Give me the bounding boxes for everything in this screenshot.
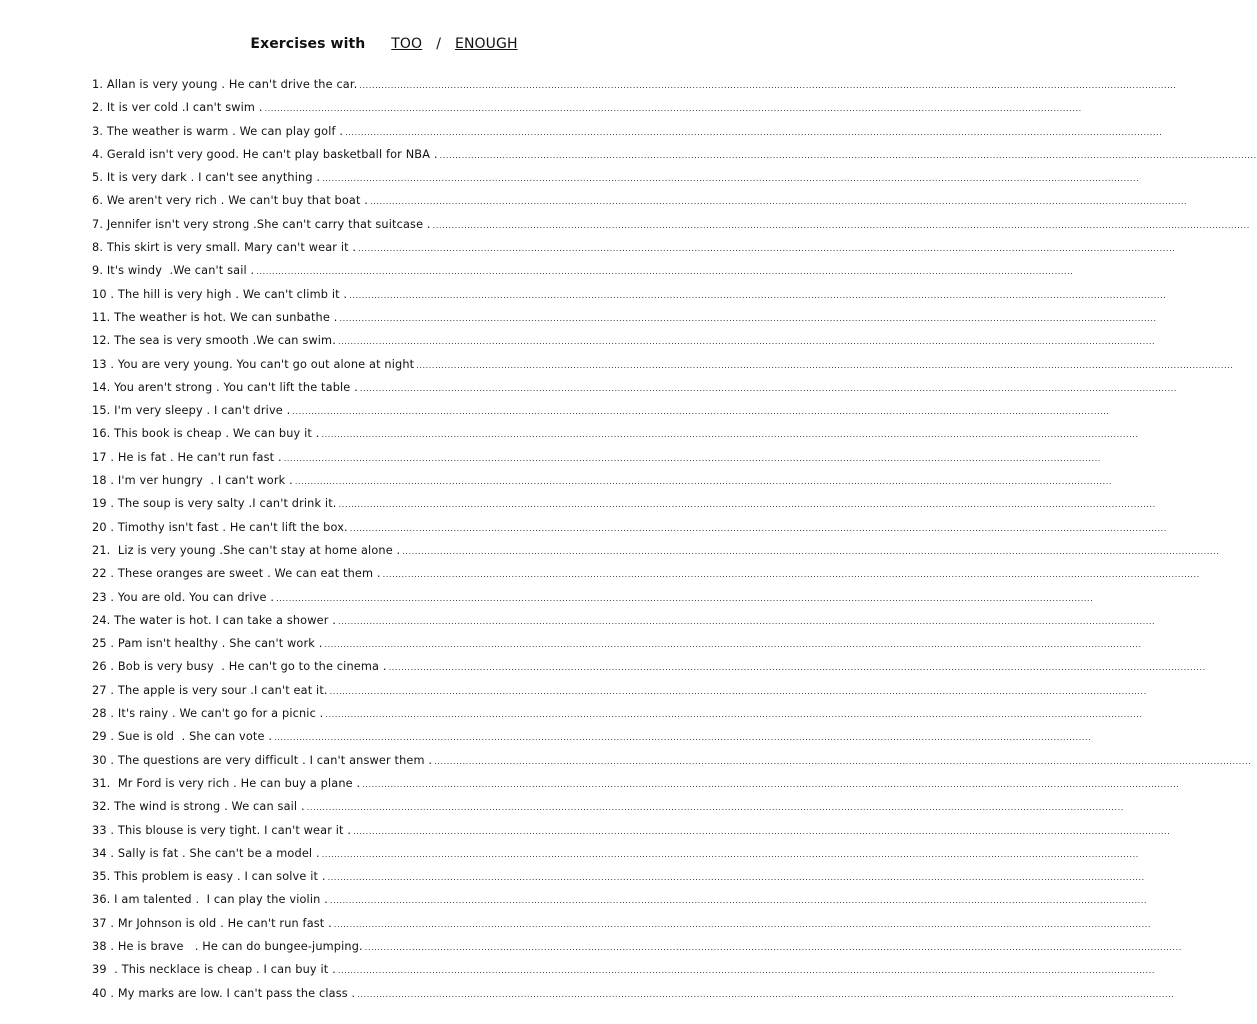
answer-line[interactable]: .................................................................................................................................................................................................................................................................... [322, 174, 1140, 184]
exercise-item [92, 893, 1148, 916]
exercise-text: 19 . The soup is very salty .I can't drink it. [92, 497, 337, 511]
exercise-text: 34 . Sally is fat . She can't be a model . [92, 846, 320, 860]
exercise-text: 7. Jennifer isn't very strong .She can't carry that suitcase . [92, 217, 431, 231]
exercise-item [92, 217, 1250, 241]
answer-line[interactable]: .................................................................................................................................................................................................................................................................... [274, 733, 1092, 743]
exercise-text: 21. Liz is very young .She can't stay at home alone . [92, 543, 401, 557]
exercise-item [92, 800, 1124, 823]
exercise-item [92, 264, 1074, 287]
exercise-text: 20 . Timothy isn't fast . He can't lift the box. [92, 520, 348, 534]
answer-line[interactable]: .................................................................................................................................................................................................................................................................... [337, 966, 1155, 976]
answer-line[interactable]: .................................................................................................................................................................................................................................................................... [353, 826, 1171, 836]
exercise-text: 11. The weather is hot. We can sunbathe . [92, 310, 338, 324]
answer-line[interactable]: .................................................................................................................................................................................................................................................................... [402, 546, 1220, 556]
exercise-item [92, 660, 1206, 683]
answer-line[interactable]: .................................................................................................................................................................................................................................................................... [359, 383, 1178, 393]
exercise-item [92, 380, 1178, 404]
exercise-text: 26 . Bob is very busy . He can't go to the cinema . [92, 660, 387, 674]
exercise-item [92, 753, 1252, 777]
answer-line[interactable]: .................................................................................................................................................................................................................................................................... [349, 523, 1167, 533]
exercise-text: 32. The wind is strong . We can sail . [92, 800, 305, 814]
exercise-item [92, 194, 1188, 217]
exercise-item [92, 637, 1142, 660]
exercise-text: 29 . Sue is old . She can vote . [92, 730, 273, 744]
exercise-item [92, 310, 1157, 334]
title-separator: / [436, 36, 442, 52]
exercise-text: 28 . It's rainy . We can't go for a picnic . [92, 707, 324, 721]
answer-line[interactable]: .................................................................................................................................................................................................................................................................... [306, 803, 1124, 813]
exercise-item [92, 497, 1156, 520]
exercise-item [92, 776, 1180, 800]
exercise-text: 6. We aren't very rich . We can't buy that boat . [92, 194, 369, 208]
answer-line[interactable]: .................................................................................................................................................................................................................................................................... [382, 570, 1200, 580]
answer-line[interactable]: .................................................................................................................................................................................................................................................................... [370, 197, 1188, 207]
answer-line[interactable]: .................................................................................................................................................................................................................................................................... [321, 430, 1139, 440]
exercise-text: 36. I am talented . I can play the violin . [92, 893, 328, 907]
answer-line[interactable]: .................................................................................................................................................................................................................................................................... [357, 989, 1175, 999]
answer-line[interactable]: .................................................................................................................................................................................................................................................................... [283, 453, 1101, 463]
exercise-item [92, 707, 1143, 730]
exercise-text: 10 . The hill is very high . We can't climb it . [92, 287, 348, 301]
answer-line[interactable]: .................................................................................................................................................................................................................................................................... [439, 150, 1257, 160]
exercise-item [92, 846, 1139, 870]
worksheet-title [0, 36, 768, 52]
answer-line[interactable]: .................................................................................................................................................................................................................................................................... [325, 710, 1143, 720]
exercise-item [92, 683, 1147, 707]
exercise-text: 38 . He is brave . He can do bungee-jumping. [92, 939, 363, 953]
exercise-text: 14. You aren't strong . You can't lift the table . [92, 380, 358, 394]
exercise-list [92, 78, 1257, 1010]
exercise-text: 18 . I'm ver hungry . I can't work . [92, 474, 293, 488]
answer-line[interactable]: .................................................................................................................................................................................................................................................................... [264, 104, 1082, 114]
exercise-text: 37 . Mr Johnson is old . He can't run fast . [92, 916, 332, 930]
answer-line[interactable]: .................................................................................................................................................................................................................................................................... [388, 663, 1206, 673]
exercise-item [92, 916, 1152, 940]
exercise-text: 1. Allan is very young . He can't drive the car. [92, 78, 358, 91]
exercise-item [92, 870, 1145, 893]
exercise-item [92, 543, 1220, 567]
answer-line[interactable]: .................................................................................................................................................................................................................................................................... [324, 640, 1142, 650]
answer-line[interactable]: .................................................................................................................................................................................................................................................................... [292, 407, 1110, 417]
answer-line[interactable]: .................................................................................................................................................................................................................................................................... [345, 127, 1163, 137]
exercise-item [92, 147, 1257, 171]
exercise-text: 33 . This blouse is very tight. I can't wear it . [92, 823, 352, 837]
exercise-text: 3. The weather is warm . We can play golf . [92, 124, 344, 138]
exercise-text: 24. The water is hot. I can take a shower . [92, 613, 337, 627]
exercise-item [92, 730, 1092, 753]
exercise-text: 35. This problem is easy . I can solve it . [92, 870, 326, 884]
exercise-item [92, 590, 1094, 614]
exercise-text: 31. Mr Ford is very rich . He can buy a plane . [92, 776, 361, 790]
exercise-text: 40 . My marks are low. I can't pass the class . [92, 986, 356, 1000]
exercise-text: 2. It is ver cold .I can't swim . [92, 101, 263, 115]
answer-line[interactable]: .................................................................................................................................................................................................................................................................... [329, 896, 1148, 906]
exercise-text: 30 . The questions are very difficult . I can't answer them . [92, 753, 433, 767]
exercise-text: 16. This book is cheap . We can buy it . [92, 427, 320, 441]
exercise-text: 17 . He is fat . He can't run fast . [92, 450, 282, 464]
exercise-text: 27 . The apple is very sour .I can't eat it. [92, 683, 328, 697]
exercise-item [92, 78, 1177, 101]
answer-line[interactable]: .................................................................................................................................................................................................................................................................... [434, 756, 1252, 766]
exercise-item [92, 241, 1176, 264]
answer-line[interactable]: .................................................................................................................................................................................................................................................................... [416, 360, 1234, 370]
exercise-item [92, 427, 1139, 450]
answer-line[interactable]: .................................................................................................................................................................................................................................................................... [321, 849, 1139, 859]
exercise-item [92, 404, 1110, 427]
answer-line[interactable]: .................................................................................................................................................................................................................................................................... [337, 337, 1156, 347]
answer-line[interactable]: .................................................................................................................................................................................................................................................................... [432, 220, 1250, 230]
answer-line[interactable]: .................................................................................................................................................................................................................................................................... [294, 477, 1112, 487]
answer-line[interactable]: .................................................................................................................................................................................................................................................................... [329, 686, 1147, 696]
answer-line[interactable]: .................................................................................................................................................................................................................................................................... [349, 290, 1167, 300]
answer-line[interactable]: .................................................................................................................................................................................................................................................................... [338, 500, 1156, 510]
exercise-text: 23 . You are old. You can drive . [92, 590, 275, 604]
answer-line[interactable]: .................................................................................................................................................................................................................................................................... [359, 81, 1177, 90]
exercise-text: 4. Gerald isn't very good. He can't play basketball for NBA . [92, 147, 438, 161]
exercise-text: 15. I'm very sleepy . I can't drive . [92, 404, 291, 418]
exercise-item [92, 823, 1171, 847]
answer-line[interactable]: .................................................................................................................................................................................................................................................................... [338, 616, 1156, 626]
exercise-text: 25 . Pam isn't healthy . She can't work . [92, 637, 323, 651]
exercise-text: 8. This skirt is very small. Mary can't wear it . [92, 241, 357, 255]
exercise-item [92, 474, 1112, 497]
exercise-text: 13 . You are very young. You can't go out alone at night [92, 357, 415, 371]
answer-line[interactable]: .................................................................................................................................................................................................................................................................... [256, 267, 1074, 277]
answer-line[interactable]: .................................................................................................................................................................................................................................................................... [339, 313, 1157, 323]
title-keyword-too: TOO [391, 36, 423, 52]
exercise-item [92, 939, 1182, 963]
answer-line[interactable]: .................................................................................................................................................................................................................................................................... [276, 593, 1094, 603]
answer-line[interactable]: .................................................................................................................................................................................................................................................................... [327, 873, 1145, 883]
exercise-item [92, 520, 1167, 544]
exercise-item [92, 986, 1175, 1010]
exercise-item [92, 101, 1082, 124]
exercise-text: 39 . This necklace is cheap . I can buy it . [92, 963, 336, 977]
exercise-item [92, 171, 1140, 194]
exercise-text: 5. It is very dark . I can't see anything . [92, 171, 321, 185]
exercise-item [92, 124, 1163, 148]
exercise-text: 22 . These oranges are sweet . We can eat them . [92, 567, 381, 581]
answer-line[interactable]: .................................................................................................................................................................................................................................................................... [333, 919, 1152, 929]
exercise-text: 9. It's windy .We can't sail . [92, 264, 255, 278]
exercise-item [92, 334, 1156, 357]
answer-line[interactable]: .................................................................................................................................................................................................................................................................... [364, 942, 1182, 952]
exercise-item [92, 963, 1155, 986]
answer-line[interactable]: .................................................................................................................................................................................................................................................................... [358, 244, 1176, 254]
exercise-item [92, 357, 1234, 381]
exercise-item [92, 450, 1101, 474]
exercise-item [92, 613, 1156, 637]
exercise-item [92, 567, 1200, 590]
title-lead: Exercises with [250, 36, 366, 52]
title-keyword-enough: ENOUGH [455, 36, 518, 52]
exercise-text: 12. The sea is very smooth .We can swim. [92, 334, 336, 348]
exercise-item [92, 287, 1167, 311]
answer-line[interactable]: .................................................................................................................................................................................................................................................................... [362, 779, 1180, 789]
